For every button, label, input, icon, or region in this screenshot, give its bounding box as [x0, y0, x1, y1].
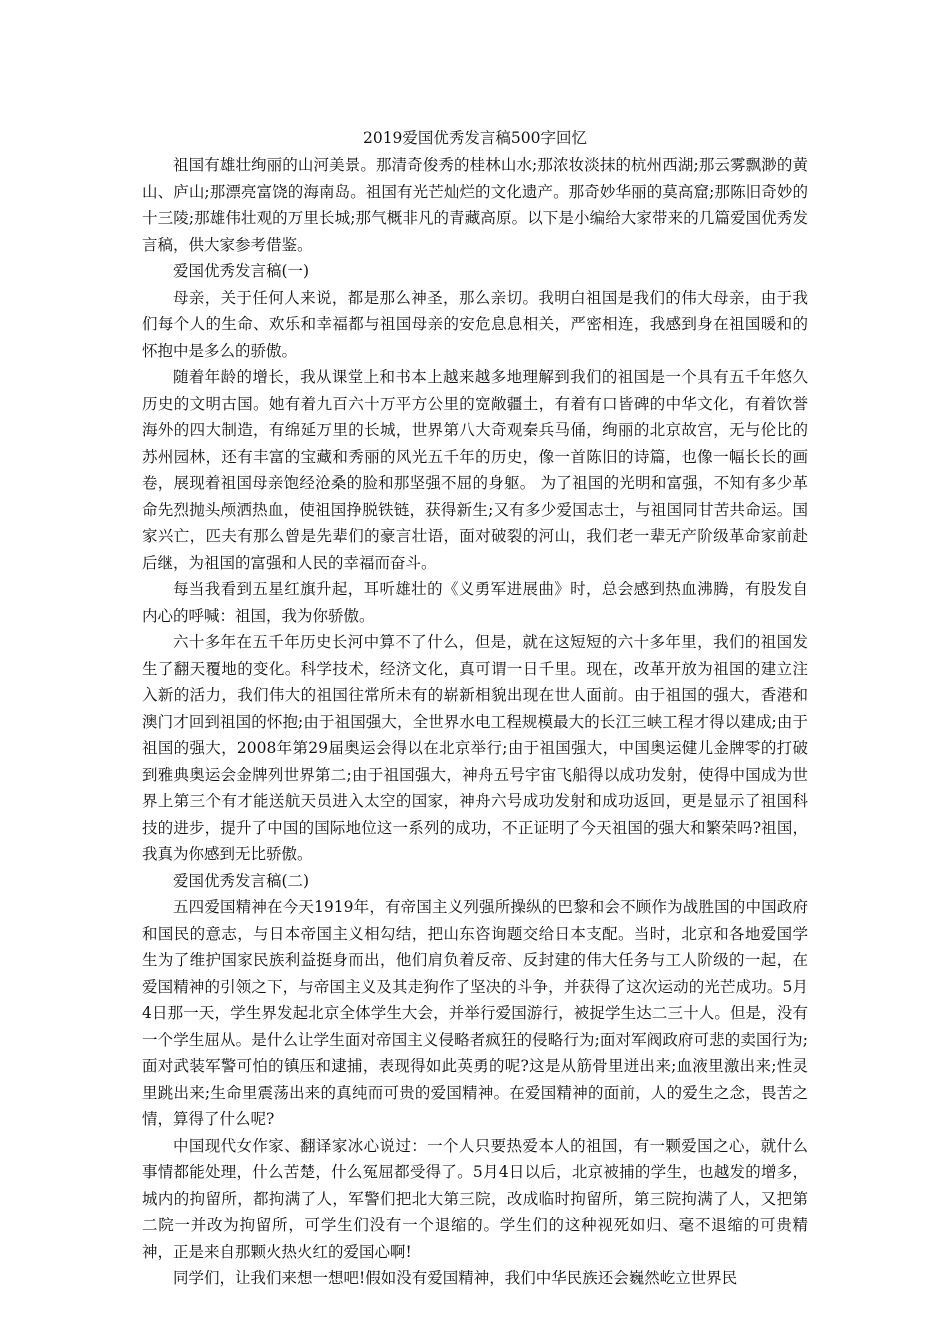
section-2-paragraph-1: 五四爱国精神在今天1919年，有帝国主义列强所操纵的巴黎和会不顾作为战胜国的中国政府和国民的意志，与日本帝国主义相勾结，把山东咨询题交给日本支配。当时，北京和各地爱国学生为了维护国家民族利益挺身而出，他们肩负着反帝、反封建的伟大任务与工人阶级的一起，在爱国精神的引领之下，与帝国主义及其走狗作了坚决的斗争，并获得了这次运动的光芒成功。5月4日那一天，学生界发起北京全体学生大会，并举行爱国游行，被捉学生达二三十人。但是，没有一个学生屈从。是什么让学生面对帝国主义侵略者疯狂的侵略行为;面对军阀政府可悲的卖国行为;面对武装军警可怕的镇压和逮捕，表现得如此英勇的呢?这是从筋骨里迸出来;血液里激出来;性灵里跳出来;生命里震荡出来的真纯而可贵的爱国精神。在爱国精神的面前，人的爱生之念，畏苦之情，算得了什么呢? [142, 898, 808, 1128]
section-1-paragraph-1: 母亲，关于任何人来说，都是那么神圣，那么亲切。我明白祖国是我们的伟大母亲，由于我们每个人的生命、欢乐和幸福都与祖国母亲的安危息息相关，严密相连，我感到身在祖国暖和的怀抱中是多么的骄傲。 [142, 288, 808, 360]
section-1-paragraph-2: 随着年龄的增长，我从课堂上和书本上越来越多地理解到我们的祖国是一个具有五千年悠久历史的文明古国。她有着九百六十万平方公里的宽敞疆土，有着有口皆碑的中华文化，有着饮誉海外的四大制造，有绵延万里的长城，世界第八大奇观秦兵马俑，绚丽的北京故宫，无与伦比的苏州园林，还有丰富的宝藏和秀丽的风光五千年的历史，像一首陈旧的诗篇，也像一幅长长的画卷，展现着祖国母亲饱经沧桑的脸和那坚强不屈的身躯。 为了祖国的光明和富强，不知有多少革命先烈抛头颅洒热血，使祖国挣脱铁链，获得新生;又有多少爱国志士，与祖国同甘苦共命运。国家兴亡，匹夫有那么曾是先辈们的豪言壮语，面对破裂的河山，我们老一辈无产阶级革命家前赴后继，为祖国的富强和人民的幸福而奋斗。 [142, 368, 808, 572]
section-2-paragraph-2: 中国现代女作家、翻译家冰心说过：一个人只要热爱本人的祖国，有一颗爱国之心，就什么事情都能处理，什么苦楚，什么冤屈都受得了。5月4日以后，北京被捕的学生，也越发的增多，城内的拘留所，都拘满了人，军警们把北大第三院，改成临时拘留所，第三院拘满了人，又把第二院一并改为拘留所，可学生们没有一个退缩的。学生们的这种视死如归、毫不退缩的可贵精神，正是来自那颗火热火红的爱国心啊! [142, 1136, 808, 1261]
section-1-heading: 爱国优秀发言稿(一) [173, 262, 310, 280]
document-title: 2019爱国优秀发言稿500字回忆 [362, 129, 588, 147]
section-2-paragraph-3: 同学们，让我们来想一想吧!假如没有爱国精神，我们中华民族还会巍然屹立世界民 [173, 1269, 738, 1287]
section-1-paragraph-4: 六十多年在五千年历史长河中算不了什么，但是，就在这短短的六十多年里，我们的祖国发生了翻天覆地的变化。科学技术，经济文化，真可谓一日千里。现在，改革开放为祖国的建立注入新的活力，我们伟大的祖国往常所未有的崭新相貌出现在世人面前。由于祖国的强大，香港和澳门才回到祖国的怀抱;由于祖国强大，全世界水电工程规模最大的长江三峡工程才得以建成;由于祖国的强大，2008年第29届奥运会得以在北京举行;由于祖国强大，中国奥运健儿金牌零的打破到雅典奥运会金牌列世界第二;由于祖国强大，神舟五号宇宙飞船得以成功发射，使得中国成为世界上第三个有才能送航天员进入太空的国家，神舟六号成功发射和成功返回，更是显示了祖国科技的进步，提升了中国的国际地位这一系列的成功，不正证明了今天祖国的强大和繁荣吗?祖国，我真为你感到无比骄傲。 [142, 633, 808, 863]
section-2-heading: 爱国优秀发言稿(二) [173, 871, 310, 890]
intro-paragraph: 祖国有雄壮绚丽的山河美景。那清奇俊秀的桂林山水;那浓妆淡抹的杭州西湖;那云雾飘渺的黄山、庐山;那漂亮富饶的海南岛。祖国有光芒灿烂的文化遗产。那奇妙华丽的莫高窟;那陈旧奇妙的十三陵;那雄伟壮观的万里长城;那气概非凡的青藏高原。以下是小编给大家带来的几篇爱国优秀发言稿，供大家参考借鉴。 [142, 156, 808, 254]
section-1-paragraph-3: 每当我看到五星红旗升起，耳听雄壮的《义勇军进展曲》时，总会感到热血沸腾，有股发自内心的呼喊：祖国，我为你骄傲。 [142, 580, 808, 625]
document-page [142, 124, 808, 1292]
